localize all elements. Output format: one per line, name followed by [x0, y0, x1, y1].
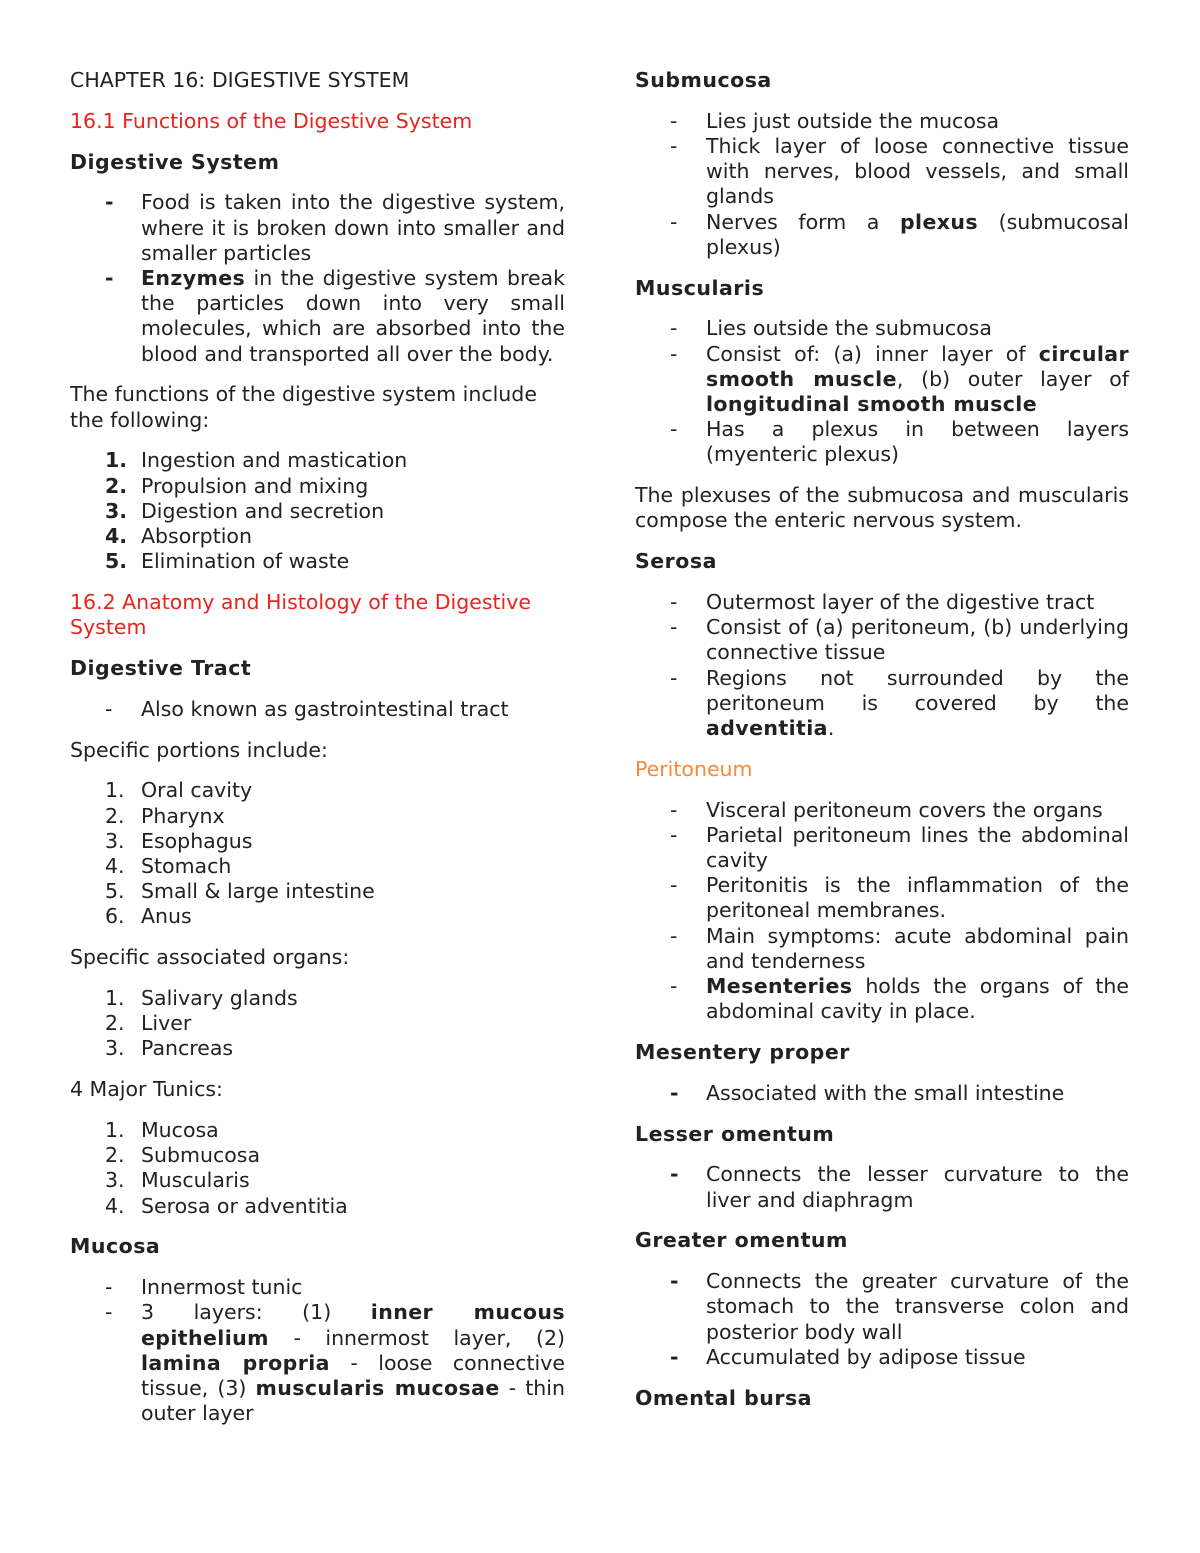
list-item: - Nerves form a plexus (submucosal plexus) — [670, 209, 1129, 259]
organs-intro: Specific associated organs: — [70, 945, 350, 970]
mucosa-bullets — [70, 1275, 565, 1426]
list-item: - Visceral peritoneum covers the organs — [670, 797, 1103, 822]
list-item: 5. Small & large intestine — [105, 879, 375, 904]
list-item: - Lies outside the submucosa — [670, 316, 992, 341]
list-item: - Enzymes in the digestive system break the particles down into very small molecules, which are absorbed into the blood and transported all over the body. — [105, 266, 565, 366]
list-item: - 3 layers: (1) inner mucous epithelium - innermost layer, (2) lamina propria - loose connective tissue, (3) muscularis mucosae - thin outer layer — [105, 1300, 565, 1426]
list-item: - Parietal peritoneum lines the abdominal cavity — [670, 822, 1129, 873]
list-item: 3. Pancreas — [105, 1036, 234, 1061]
heading-lesser-omentum: Lesser omentum — [635, 1121, 835, 1146]
list-item: 2. Liver — [105, 1011, 192, 1036]
heading-digestive-tract: Digestive Tract — [70, 656, 252, 681]
list-item: 4. Absorption — [105, 524, 252, 549]
list-item: 3. Digestion and secretion — [105, 498, 385, 523]
list-item: 2. Submucosa — [105, 1143, 261, 1168]
digestive-system-bullets — [70, 190, 565, 366]
chapter-title: CHAPTER 16: DIGESTIVE SYSTEM — [70, 68, 410, 92]
list-item: - Has a plexus in between layers (myenteric plexus) — [670, 417, 1129, 467]
heading-digestive-system: Digestive System — [70, 149, 280, 174]
heading-omental-bursa: Omental bursa — [635, 1385, 812, 1410]
list-item: 2. Propulsion and mixing — [105, 473, 369, 498]
list-item: 1. Mucosa — [105, 1118, 219, 1143]
list-item: 3. Esophagus — [105, 828, 253, 853]
list-item: - Lies just outside the mucosa — [670, 108, 1000, 133]
list-item: - Food is taken into the digestive system, where it is broken down into smaller and smaller particles — [105, 190, 565, 265]
tract-bullets — [70, 697, 565, 722]
section-16-2-title: 16.2 Anatomy and Histology of the Digestive System — [70, 590, 531, 640]
list-item: - Mesenteries holds the organs of the abdominal cavity in place. — [670, 974, 1129, 1024]
bullet-dash: - — [105, 266, 114, 290]
list-item: 5. Elimination of waste — [105, 549, 350, 574]
list-item: 1. Ingestion and mastication — [105, 448, 408, 473]
portions-list — [70, 778, 565, 929]
submucosa-bullets — [635, 109, 1129, 260]
heading-muscularis: Muscularis — [635, 275, 765, 300]
list-item: - Thick layer of loose connective tissue with nerves, blood vessels, and small glands — [670, 134, 1129, 209]
heading-serosa: Serosa — [635, 549, 717, 574]
list-item: 4. Stomach — [105, 854, 232, 879]
organs-list — [70, 986, 565, 1062]
heading-greater-omentum: Greater omentum — [635, 1228, 848, 1253]
list-item: - Also known as gastrointestinal tract — [105, 696, 509, 721]
mesentery-bullets — [635, 1081, 1129, 1106]
heading-mucosa: Mucosa — [70, 1234, 161, 1259]
heading-mesentery-proper: Mesentery proper — [635, 1040, 850, 1065]
list-item: - Main symptoms: acute abdominal pain and tenderness — [670, 923, 1129, 973]
tunics-intro: 4 Major Tunics: — [70, 1077, 223, 1102]
list-item: - Connects the greater curvature of the stomach to the transverse colon and posterior body wall — [670, 1269, 1129, 1344]
list-item: 2. Pharynx — [105, 803, 225, 828]
list-item: - Outermost layer of the digestive tract — [670, 590, 1095, 615]
right-column — [635, 68, 1129, 1411]
muscularis-bullets — [635, 316, 1129, 467]
enteric-paragraph: The plexuses of the submucosa and muscularis compose the enteric nervous system. — [635, 483, 1129, 533]
lesser-omentum-bullets — [635, 1162, 1129, 1212]
bullet-dash: - — [105, 190, 114, 215]
list-item: 4. Serosa or adventitia — [105, 1193, 348, 1218]
left-column — [70, 68, 565, 1426]
list-item: - Associated with the small intestine — [670, 1080, 1065, 1105]
heading-submucosa: Submucosa — [635, 68, 772, 92]
portions-intro: Specific portions include: — [70, 737, 328, 762]
section-16-1-title: 16.1 Functions of the Digestive System — [70, 108, 473, 133]
list-item: - Peritonitis is the inflammation of the peritoneal membranes. — [670, 873, 1129, 923]
list-item: 1. Salivary glands — [105, 986, 298, 1011]
list-item: 3. Muscularis — [105, 1168, 250, 1193]
serosa-bullets — [635, 590, 1129, 741]
list-item: - Connects the lesser curvature to the liver and diaphragm — [670, 1162, 1129, 1212]
peritoneum-bullets — [635, 798, 1129, 1025]
list-item: 1. Oral cavity — [105, 778, 253, 803]
list-item: - Innermost tunic — [105, 1275, 303, 1300]
list-item: - Accumulated by adipose tissue — [670, 1344, 1026, 1369]
list-item: - Regions not surrounded by the peritoneum is covered by the adventitia. — [670, 665, 1129, 741]
list-item: - Consist of: (a) inner layer of circular smooth muscle, (b) outer layer of longitudinal smooth muscle — [670, 341, 1129, 417]
functions-list — [70, 448, 565, 574]
functions-intro: The functions of the digestive system include the following: — [70, 382, 537, 432]
list-item: - Consist of (a) peritoneum, (b) underlying connective tissue — [670, 615, 1129, 665]
greater-omentum-bullets — [635, 1269, 1129, 1370]
list-item: 6. Anus — [105, 904, 192, 929]
heading-peritoneum: Peritoneum — [635, 756, 753, 781]
tunics-list — [70, 1118, 565, 1219]
